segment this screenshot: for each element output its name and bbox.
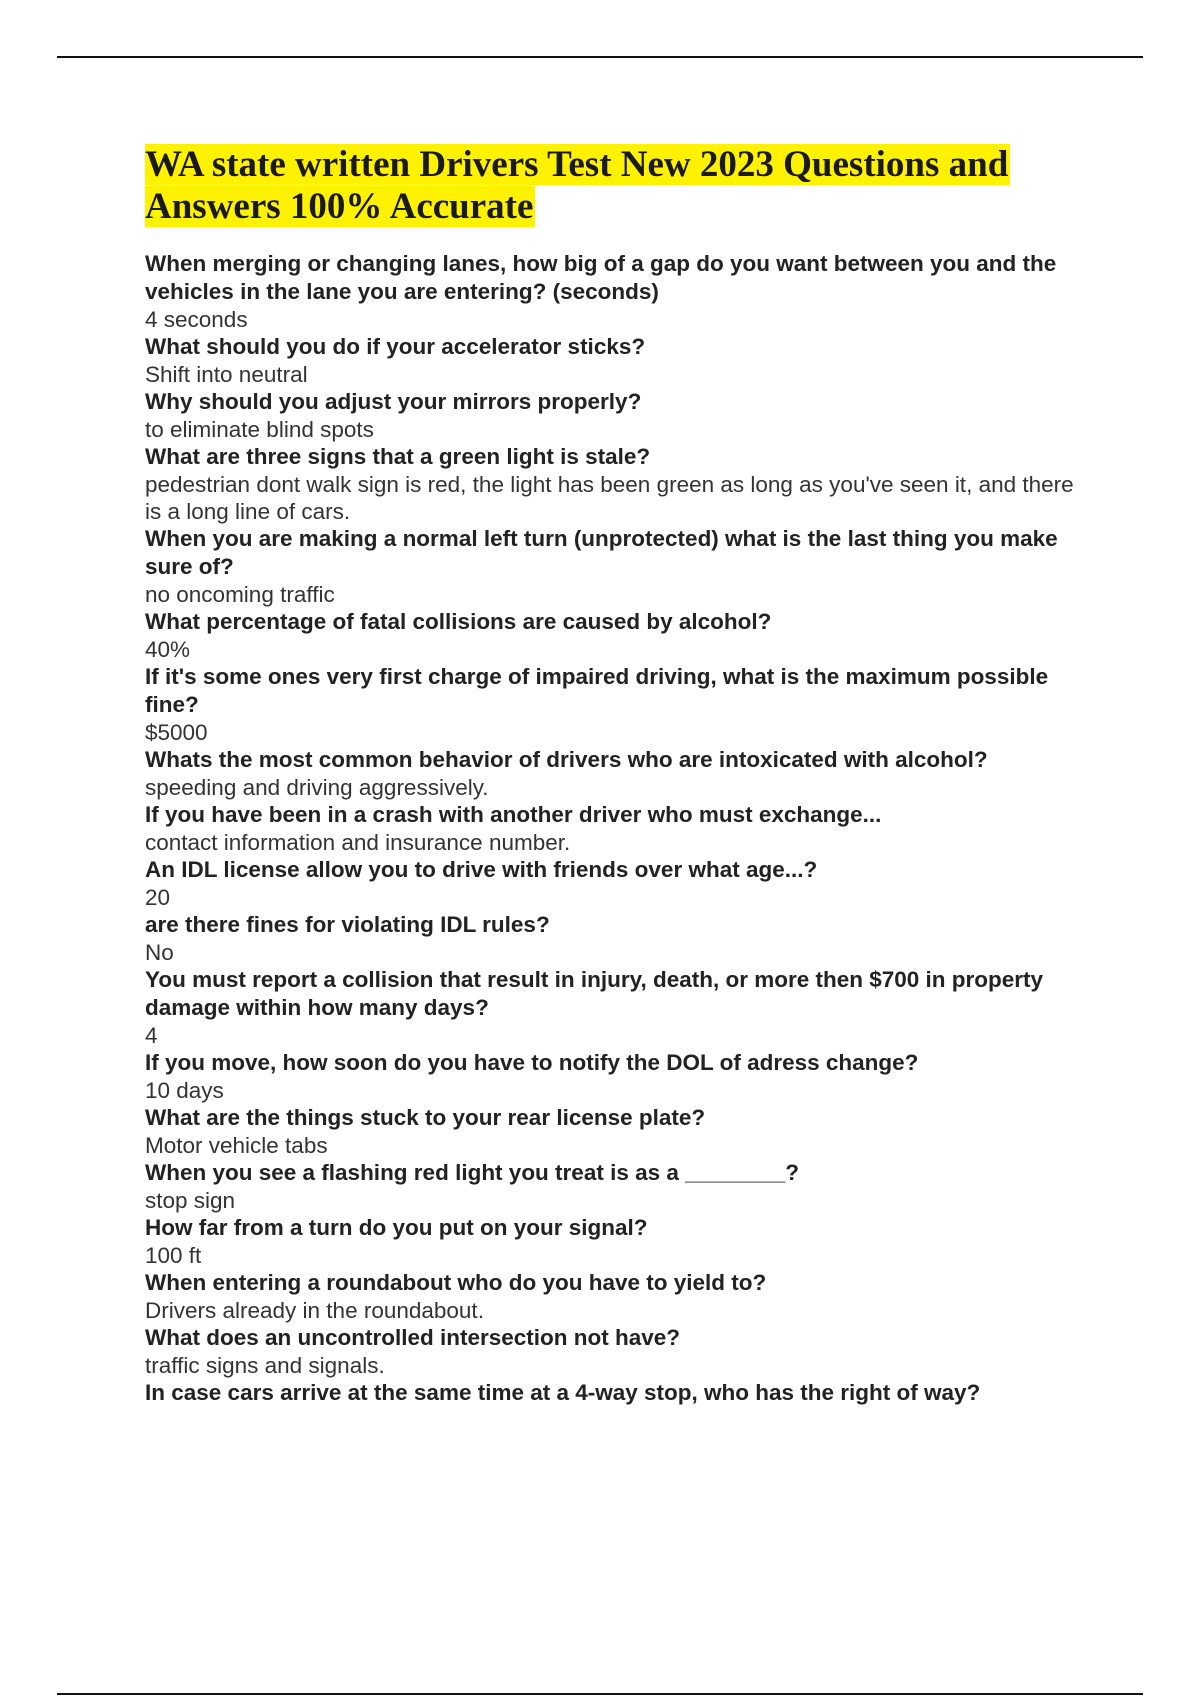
question-text: In case cars arrive at the same time at a 4-way stop, who has the right of way? (145, 1380, 981, 1405)
answer-text: 20 (145, 885, 171, 910)
question-text: When you are making a normal left turn (unprotected) what is the last thing you make sure of? (145, 526, 1058, 579)
qa-item (145, 1049, 1085, 1104)
qa-item (145, 801, 1085, 856)
answer-text: Motor vehicle tabs (145, 1133, 328, 1158)
answer-text: 4 (145, 1023, 158, 1048)
question-text: What percentage of fatal collisions are caused by alcohol? (145, 609, 772, 634)
qa-item (145, 333, 1085, 388)
question-text: How far from a turn do you put on your signal? (145, 1215, 648, 1240)
question-text: If it's some ones very first charge of impaired driving, what is the maximum possible fine? (145, 664, 1049, 717)
qa-item (145, 1324, 1085, 1379)
document-body (145, 144, 1085, 1407)
bottom-rule (57, 1693, 1143, 1695)
qa-item (145, 1159, 1085, 1214)
answer-text: 40% (145, 637, 191, 662)
qa-item (145, 1104, 1085, 1159)
answer-text: no oncoming traffic (145, 582, 335, 607)
qa-item (145, 388, 1085, 443)
question-text: What does an uncontrolled intersection not have? (145, 1325, 681, 1350)
qa-item (145, 608, 1085, 663)
answer-text: pedestrian dont walk sign is red, the light has been green as long as you've seen it, and there is a long line of cars. (145, 472, 1074, 524)
question-text: When you see a flashing red light you treat is as a ________? (145, 1160, 799, 1185)
qa-item (145, 746, 1085, 801)
qa-item (145, 1269, 1085, 1324)
question-text: Whats the most common behavior of drivers who are intoxicated with alcohol? (145, 747, 988, 772)
answer-text: $5000 (145, 720, 208, 745)
answer-text: 100 ft (145, 1243, 202, 1268)
answer-text: stop sign (145, 1188, 236, 1213)
qa-item (145, 663, 1085, 746)
question-text: What are three signs that a green light is stale? (145, 444, 651, 469)
answer-text: contact information and insurance number. (145, 830, 571, 855)
document-title (145, 144, 1085, 228)
question-text: are there fines for violating IDL rules? (145, 912, 550, 937)
answer-text: Shift into neutral (145, 362, 308, 387)
qa-item (145, 911, 1085, 966)
question-text: Why should you adjust your mirrors properly? (145, 389, 642, 414)
highlighted-title: WA state written Drivers Test New 2023 Questions and Answers 100% Accurate (145, 144, 1009, 227)
answer-text: to eliminate blind spots (145, 417, 374, 442)
answer-text: speeding and driving aggressively. (145, 775, 489, 800)
question-text: If you have been in a crash with another driver who must exchange... (145, 802, 882, 827)
qa-item (145, 1214, 1085, 1269)
qa-item (145, 966, 1085, 1049)
question-text: When entering a roundabout who do you have to yield to? (145, 1270, 767, 1295)
answer-text: Drivers already in the roundabout. (145, 1298, 484, 1323)
question-text: You must report a collision that result in injury, death, or more then $700 in property damage within how many days? (145, 967, 1044, 1020)
top-rule (57, 56, 1143, 58)
qa-item (145, 525, 1085, 608)
qa-item (145, 443, 1085, 525)
question-text: An IDL license allow you to drive with friends over what age...? (145, 857, 818, 882)
qa-item (145, 250, 1085, 333)
answer-text: 10 days (145, 1078, 224, 1103)
question-text: When merging or changing lanes, how big of a gap do you want between you and the vehicles in the lane you are entering? (seconds) (145, 251, 1057, 304)
answer-text: 4 seconds (145, 307, 248, 332)
answer-text: traffic signs and signals. (145, 1353, 385, 1378)
question-text: If you move, how soon do you have to notify the DOL of adress change? (145, 1050, 919, 1075)
question-text: What are the things stuck to your rear license plate? (145, 1105, 706, 1130)
question-text: What should you do if your accelerator sticks? (145, 334, 646, 359)
qa-item (145, 856, 1085, 911)
qa-item (145, 1379, 1085, 1407)
answer-text: No (145, 940, 174, 965)
